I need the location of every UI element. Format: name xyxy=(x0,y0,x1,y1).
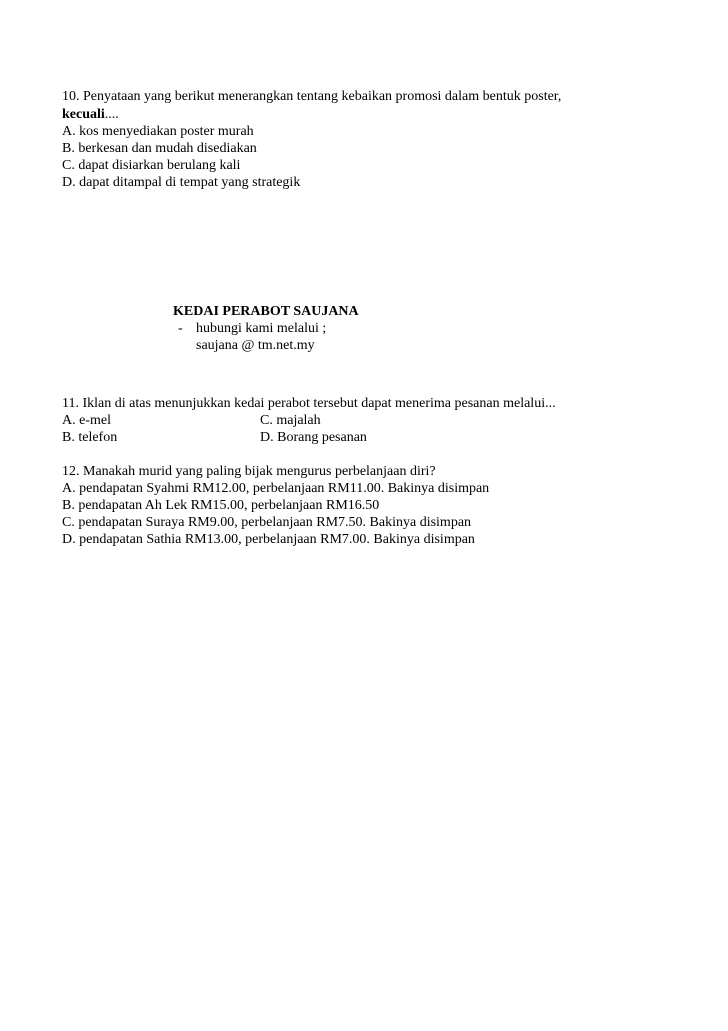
question-10-stem-line1: 10. Penyataan yang berikut menerangkan tentang kebaikan promosi dalam bentuk poster, xyxy=(62,89,562,104)
question-11-stem: 11. Iklan di atas menunjukkan kedai perabot tersebut dapat menerima pesanan melalui... xyxy=(62,396,556,411)
question-11-option-c: C. majalah xyxy=(260,413,321,428)
question-12-option-b: B. pendapatan Ah Lek RM15.00, perbelanjaan RM16.50 xyxy=(62,498,380,513)
advert-contact-line1: hubungi kami melalui ; xyxy=(196,321,327,336)
question-11-option-b: B. telefon xyxy=(62,430,118,445)
question-11-option-d: D. Borang pesanan xyxy=(260,430,367,445)
question-11-option-a: A. e-mel xyxy=(62,413,111,428)
question-12-option-c: C. pendapatan Suraya RM9.00, perbelanjaan RM7.50. Bakinya disimpan xyxy=(62,515,472,530)
question-12-stem: 12. Manakah murid yang paling bijak mengurus perbelanjaan diri? xyxy=(62,464,436,479)
question-10-keyword: kecuali xyxy=(62,107,105,122)
advert-bullet: - xyxy=(178,321,183,336)
question-10-ellipsis: .... xyxy=(104,107,119,122)
question-10-option-a: A. kos menyediakan poster murah xyxy=(62,124,254,139)
question-10-option-d: D. dapat ditampal di tempat yang strategik xyxy=(62,175,301,190)
question-10-stem-line2 xyxy=(62,106,119,123)
question-10-option-c: C. dapat disiarkan berulang kali xyxy=(62,158,241,173)
advert-title: KEDAI PERABOT SAUJANA xyxy=(173,304,359,319)
question-12-option-a: A. pendapatan Syahmi RM12.00, perbelanjaan RM11.00. Bakinya disimpan xyxy=(62,481,490,496)
question-10-option-b: B. berkesan dan mudah disediakan xyxy=(62,141,257,156)
advert-contact-email: saujana @ tm.net.my xyxy=(196,338,315,353)
question-12-option-d: D. pendapatan Sathia RM13.00, perbelanjaan RM7.00. Bakinya disimpan xyxy=(62,532,475,547)
